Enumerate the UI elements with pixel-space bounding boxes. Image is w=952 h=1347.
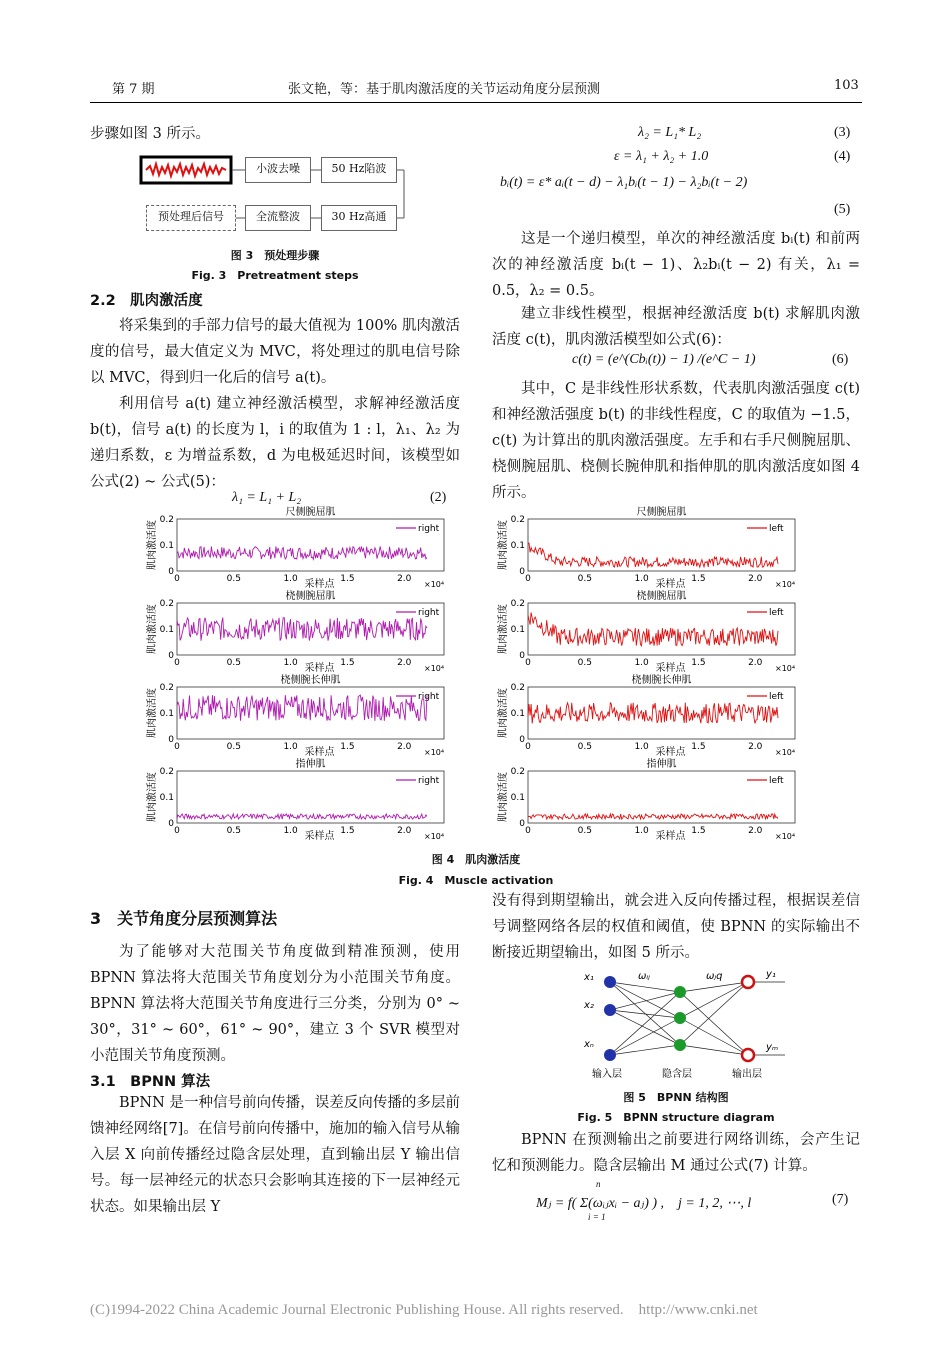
figure-3-caption-cn: 图 3 预处理步骤 <box>230 249 320 262</box>
panel-5-xtick-3: 1.5 <box>340 742 355 752</box>
panel-7-ytick-0: 0 <box>168 819 174 829</box>
equation-7-number: (7) <box>832 1192 849 1207</box>
panel-6-xlabel: 采样点 <box>655 747 686 758</box>
panel-8-title: 指伸肌 <box>646 759 677 770</box>
panel-6-ytick-1: 0.1 <box>510 709 525 719</box>
panel-5-ytick-1: 0.1 <box>159 709 174 719</box>
panel-8-xtick-2: 1.0 <box>634 826 649 836</box>
paragraph-mvc: 将采集到的手部力信号的最大值视为 100% 肌肉激活度的信号，最大值定义为 MVC，将处理过的肌电信号除以 MVC，得到归一化后的信号 a(t)。 <box>90 318 460 386</box>
panel-7-ylabel: 肌肉激活度 <box>147 772 158 822</box>
section-2-2-heading: 2.2 肌肉激活度 <box>90 293 203 309</box>
equation-7-sum-upper: n <box>596 1179 601 1189</box>
figure-4-caption-cn: 图 4 肌肉激活度 <box>431 853 521 866</box>
output-node-1 <box>742 976 754 988</box>
input-node-1 <box>604 976 616 988</box>
equation-7-sum-lower: i = 1 <box>588 1212 606 1222</box>
panel-3-xlabel: 采样点 <box>304 663 335 674</box>
panel-6-xtick-3: 1.5 <box>691 742 706 752</box>
panel-4-ytick-0: 0 <box>519 651 525 661</box>
hidden-node-1 <box>674 986 686 998</box>
panel-3-xtick-4: 2.0 <box>397 658 412 668</box>
panel-8-ytick-2: 0.2 <box>510 767 525 777</box>
panel-1-ylabel: 肌肉激活度 <box>147 520 158 570</box>
panel-8-xtick-1: 0.5 <box>577 826 592 836</box>
panel-8-ytick-0: 0 <box>519 819 525 829</box>
panel-1-xtick-4: 2.0 <box>397 574 412 584</box>
panel-6-xtick-0: 0 <box>525 742 531 752</box>
panel-5-xtick-2: 1.0 <box>283 742 298 752</box>
panel-6-ylabel: 肌肉激活度 <box>498 688 509 738</box>
panel-2-title: 尺侧腕屈肌 <box>636 507 687 518</box>
equation-2: λ₁ = L₁ + L₂ <box>232 490 302 505</box>
panel-1-ytick-2: 0.2 <box>159 515 174 525</box>
figure-4-caption-en: Fig. 4 Muscle activation <box>398 874 554 887</box>
panel-4-xtick-4: 2.0 <box>748 658 763 668</box>
panel-1-xlabel: 采样点 <box>304 579 335 590</box>
panel-3-xtick-0: 0 <box>174 658 180 668</box>
paragraph-backprop: 没有得到期望输出，就会进入反向传播过程，根据误差信号调整网络各层的权值和阈值，使 BPNN 的实际输出不断接近期望输出，如图 5 所示。 <box>492 893 860 961</box>
weight-ij-label: ωᵢⱼ <box>638 971 650 982</box>
figure-3 <box>138 155 408 235</box>
equation-5: bᵢ(t) = ε* aᵢ(t − d) − λ₁bᵢ(t − 1) − λ₂bᵢ(t − 2) <box>500 175 748 190</box>
panel-2-ytick-1: 0.1 <box>510 541 525 551</box>
paragraph-bpnn-desc: BPNN 是一种信号前向传播，误差反向传播的多层前馈神经网络[7]。在信号前向传播中，施加的输入信号从输入层 X 向前传播经过隐含层处理，直到输出层 Y 输出信号。每一层神经元的状态只会影响其连接的下一层神经元状态。如果输出层 Y <box>90 1095 460 1215</box>
panel-4-ylabel: 肌肉激活度 <box>498 604 509 654</box>
issue-number: 第 7 期 <box>112 82 155 97</box>
panel-8-xscale: ×10⁴ <box>775 832 796 841</box>
figure-5-network <box>570 965 790 1080</box>
panel-1-xscale: ×10⁴ <box>424 580 445 589</box>
panel-3-ytick-1: 0.1 <box>159 625 174 635</box>
panel-3-ylabel: 肌肉激活度 <box>147 604 158 654</box>
figure-3-caption-en: Fig. 3 Pretreatment steps <box>191 269 359 282</box>
equation-4: ε = λ₁ + λ₂ + 1.0 <box>614 149 709 164</box>
panel-8-xlabel: 采样点 <box>655 831 686 842</box>
panel-7-xtick-1: 0.5 <box>226 826 241 836</box>
paragraph-nonlinear: 建立非线性模型，根据神经激活度 b(t) 求解肌肉激活度 c(t)，肌肉激活模型如公式(6)： <box>492 306 860 348</box>
panel-1-legend-label: right <box>418 524 440 534</box>
processed-signal-box: 预处理后信号 <box>146 205 236 231</box>
panel-5-xlabel: 采样点 <box>304 747 335 758</box>
panel-8-xtick-3: 1.5 <box>691 826 706 836</box>
panel-1-xtick-1: 0.5 <box>226 574 241 584</box>
panel-3-title: 桡侧腕屈肌 <box>285 591 336 602</box>
ym-label: yₘ <box>766 1042 779 1053</box>
equation-3-number: (3) <box>834 125 851 140</box>
hidden-node-3 <box>674 1039 686 1051</box>
panel-7-xtick-2: 1.0 <box>283 826 298 836</box>
panel-1-xtick-3: 1.5 <box>340 574 355 584</box>
panel-3-xtick-2: 1.0 <box>283 658 298 668</box>
paragraph-bpnn-intro: 为了能够对大范围关节角度做到精准预测，使用 BPNN 算法将大范围关节角度划分为小范围关节角度。BPNN 算法将大范围关节角度进行三分类，分别为 0° ~ 30°，31° ~ 60°，61° ~ 90°，建立 3 个 SVR 模型对小范围关节角度预测。 <box>90 944 460 1064</box>
panel-3-legend-label: right <box>418 608 440 618</box>
section-3-1-heading: 3.1 BPNN 算法 <box>90 1074 211 1090</box>
panel-6-xtick-1: 0.5 <box>577 742 592 752</box>
panel-6-ytick-0: 0 <box>519 735 525 745</box>
panel-5-xscale: ×10⁴ <box>424 748 445 757</box>
panel-3-ytick-0: 0 <box>168 651 174 661</box>
hidden-layer-label: 隐含层 <box>662 1069 692 1080</box>
panel-4-xtick-3: 1.5 <box>691 658 706 668</box>
equation-3: λ₂ = L₁* L₂ <box>638 125 702 140</box>
panel-7-title: 指伸肌 <box>295 759 326 770</box>
x1-label: x₁ <box>584 972 594 983</box>
panel-2-ytick-2: 0.2 <box>510 515 525 525</box>
panel-7-xtick-4: 2.0 <box>397 826 412 836</box>
notch-50hz-box: 50 Hz陷波 <box>321 157 397 183</box>
panel-3-xtick-1: 0.5 <box>226 658 241 668</box>
panel-1-title: 尺侧腕屈肌 <box>285 507 336 518</box>
panel-6-ytick-2: 0.2 <box>510 683 525 693</box>
panel-5-ylabel: 肌肉激活度 <box>147 688 158 738</box>
panel-4-ytick-1: 0.1 <box>510 625 525 635</box>
figure-4-chart <box>135 498 815 848</box>
paragraph-neural-model: 利用信号 a(t) 建立神经激活模型，求解神经激活度 b(t)，信号 a(t) 的长度为 l，i 的取值为 1 : l，λ₁、λ₂ 为递归系数，ε 为增益系数，d 为电极延迟时间，该模型如公式(2) ~ 公式(5)： <box>90 396 460 490</box>
panel-3-xtick-3: 1.5 <box>340 658 355 668</box>
equation-4-number: (4) <box>834 149 851 164</box>
paragraph-shape-coefficient: 其中，C 是非线性形状系数，代表肌肉激活强度 c(t) 和神经激活强度 b(t) 的非线性程度，C 的取值为 −1.5，c(t) 为计算出的肌肉激活强度。左手和右手尺侧腕屈肌、桡侧腕屈肌、桡侧长腕伸肌和指伸肌的肌肉激活度如图 4 所示。 <box>492 381 860 501</box>
panel-7-xtick-3: 1.5 <box>340 826 355 836</box>
panel-1-ytick-0: 0 <box>168 567 174 577</box>
panel-6-xscale: ×10⁴ <box>775 748 796 757</box>
panel-2-xscale: ×10⁴ <box>775 580 796 589</box>
panel-7-xlabel: 采样点 <box>304 831 335 842</box>
panel-2-xlabel: 采样点 <box>655 579 686 590</box>
input-node-2 <box>604 1004 616 1016</box>
input-node-n <box>604 1049 616 1061</box>
paragraph-steps: 步骤如图 3 所示。 <box>90 126 210 142</box>
page-number: 103 <box>834 78 859 93</box>
paragraph-recursive: 这是一个递归模型，单次的神经激活度 bᵢ(t) 和前两次的神经激活度 bᵢ(t − 1)、λ₂bᵢ(t − 2) 有关，λ₁ = 0.5，λ₂ = 0.5。 <box>492 231 860 299</box>
panel-2-ylabel: 肌肉激活度 <box>498 520 509 570</box>
input-layer-label: 输入层 <box>592 1069 622 1080</box>
panel-5-ytick-2: 0.2 <box>159 683 174 693</box>
panel-5-ytick-0: 0 <box>168 735 174 745</box>
equation-5-number: (5) <box>834 202 851 217</box>
equation-7: Mⱼ = f( Σ(ωᵢⱼxᵢ − aⱼ) ) , j = 1, 2, ⋯, l <box>536 1196 752 1211</box>
panel-2-legend-label: left <box>769 524 784 534</box>
panel-3-ytick-2: 0.2 <box>159 599 174 609</box>
panel-1-xtick-2: 1.0 <box>283 574 298 584</box>
panel-6-frame <box>528 687 795 739</box>
panel-8-xtick-4: 2.0 <box>748 826 763 836</box>
header-rule <box>90 102 862 103</box>
panel-5-xtick-4: 2.0 <box>397 742 412 752</box>
panel-2-xtick-0: 0 <box>525 574 531 584</box>
equation-6-number: (6) <box>832 352 849 367</box>
panel-4-xscale: ×10⁴ <box>775 664 796 673</box>
panel-5-xtick-0: 0 <box>174 742 180 752</box>
panel-6-title: 桡侧腕长伸肌 <box>631 675 692 686</box>
panel-8-ytick-1: 0.1 <box>510 793 525 803</box>
equation-2-number: (2) <box>430 490 447 505</box>
wavelet-denoise-box: 小波去噪 <box>245 157 311 183</box>
running-title: 张文艳，等：基于肌肉激活度的关节运动角度分层预测 <box>288 82 601 97</box>
panel-2-xtick-2: 1.0 <box>634 574 649 584</box>
highpass-30hz-box: 30 Hz高通 <box>321 205 397 231</box>
panel-1-ytick-1: 0.1 <box>159 541 174 551</box>
panel-7-xtick-0: 0 <box>174 826 180 836</box>
figure-5-caption-cn: 图 5 BPNN 结构图 <box>623 1091 729 1104</box>
panel-5-title: 桡侧腕长伸肌 <box>280 675 341 686</box>
copyright-footer: (C)1994-2022 China Academic Journal Electronic Publishing House. All rights reserved. http://www.cnki.net <box>90 1302 758 1318</box>
panel-1-xtick-0: 0 <box>174 574 180 584</box>
panel-4-xlabel: 采样点 <box>655 663 686 674</box>
y1-label: y₁ <box>766 969 776 980</box>
panel-8-xtick-0: 0 <box>525 826 531 836</box>
panel-5-xtick-1: 0.5 <box>226 742 241 752</box>
x2-label: x₂ <box>584 1000 594 1011</box>
panel-7-ytick-2: 0.2 <box>159 767 174 777</box>
panel-7-legend-label: right <box>418 776 440 786</box>
panel-8-ylabel: 肌肉激活度 <box>498 772 509 822</box>
xn-label: xₙ <box>584 1039 594 1050</box>
panel-2-xtick-1: 0.5 <box>577 574 592 584</box>
panel-8-legend-label: left <box>769 776 784 786</box>
panel-2-xtick-3: 1.5 <box>691 574 706 584</box>
panel-4-xtick-1: 0.5 <box>577 658 592 668</box>
hidden-node-2 <box>674 1012 686 1024</box>
panel-1-frame <box>177 519 444 571</box>
panel-4-xtick-2: 1.0 <box>634 658 649 668</box>
panel-6-xtick-2: 1.0 <box>634 742 649 752</box>
panel-4-ytick-2: 0.2 <box>510 599 525 609</box>
figure-5-caption-en: Fig. 5 BPNN structure diagram <box>577 1111 775 1124</box>
panel-6-xtick-4: 2.0 <box>748 742 763 752</box>
panel-4-legend-label: left <box>769 608 784 618</box>
output-node-m <box>742 1049 754 1061</box>
panel-4-frame <box>528 603 795 655</box>
equation-6: c(t) = (e^(Cbᵢ(t)) − 1) /(e^C − 1) <box>572 352 756 367</box>
panel-4-xtick-0: 0 <box>525 658 531 668</box>
full-wave-rectify-box: 全流整波 <box>245 205 311 231</box>
paragraph-training: BPNN 在预测输出之前要进行网络训练，会产生记忆和预测能力。隐含层输出 M 通过公式(7) 计算。 <box>492 1132 860 1174</box>
panel-4-title: 桡侧腕屈肌 <box>636 591 687 602</box>
panel-2-ytick-0: 0 <box>519 567 525 577</box>
panel-2-xtick-4: 2.0 <box>748 574 763 584</box>
weight-jq-label: ωⱼq <box>706 971 723 982</box>
panel-7-ytick-1: 0.1 <box>159 793 174 803</box>
panel-5-legend-label: right <box>418 692 440 702</box>
section-3-heading: 3 关节角度分层预测算法 <box>90 909 278 928</box>
panel-7-xscale: ×10⁴ <box>424 832 445 841</box>
panel-3-xscale: ×10⁴ <box>424 664 445 673</box>
panel-6-legend-label: left <box>769 692 784 702</box>
output-layer-label: 输出层 <box>732 1069 762 1080</box>
